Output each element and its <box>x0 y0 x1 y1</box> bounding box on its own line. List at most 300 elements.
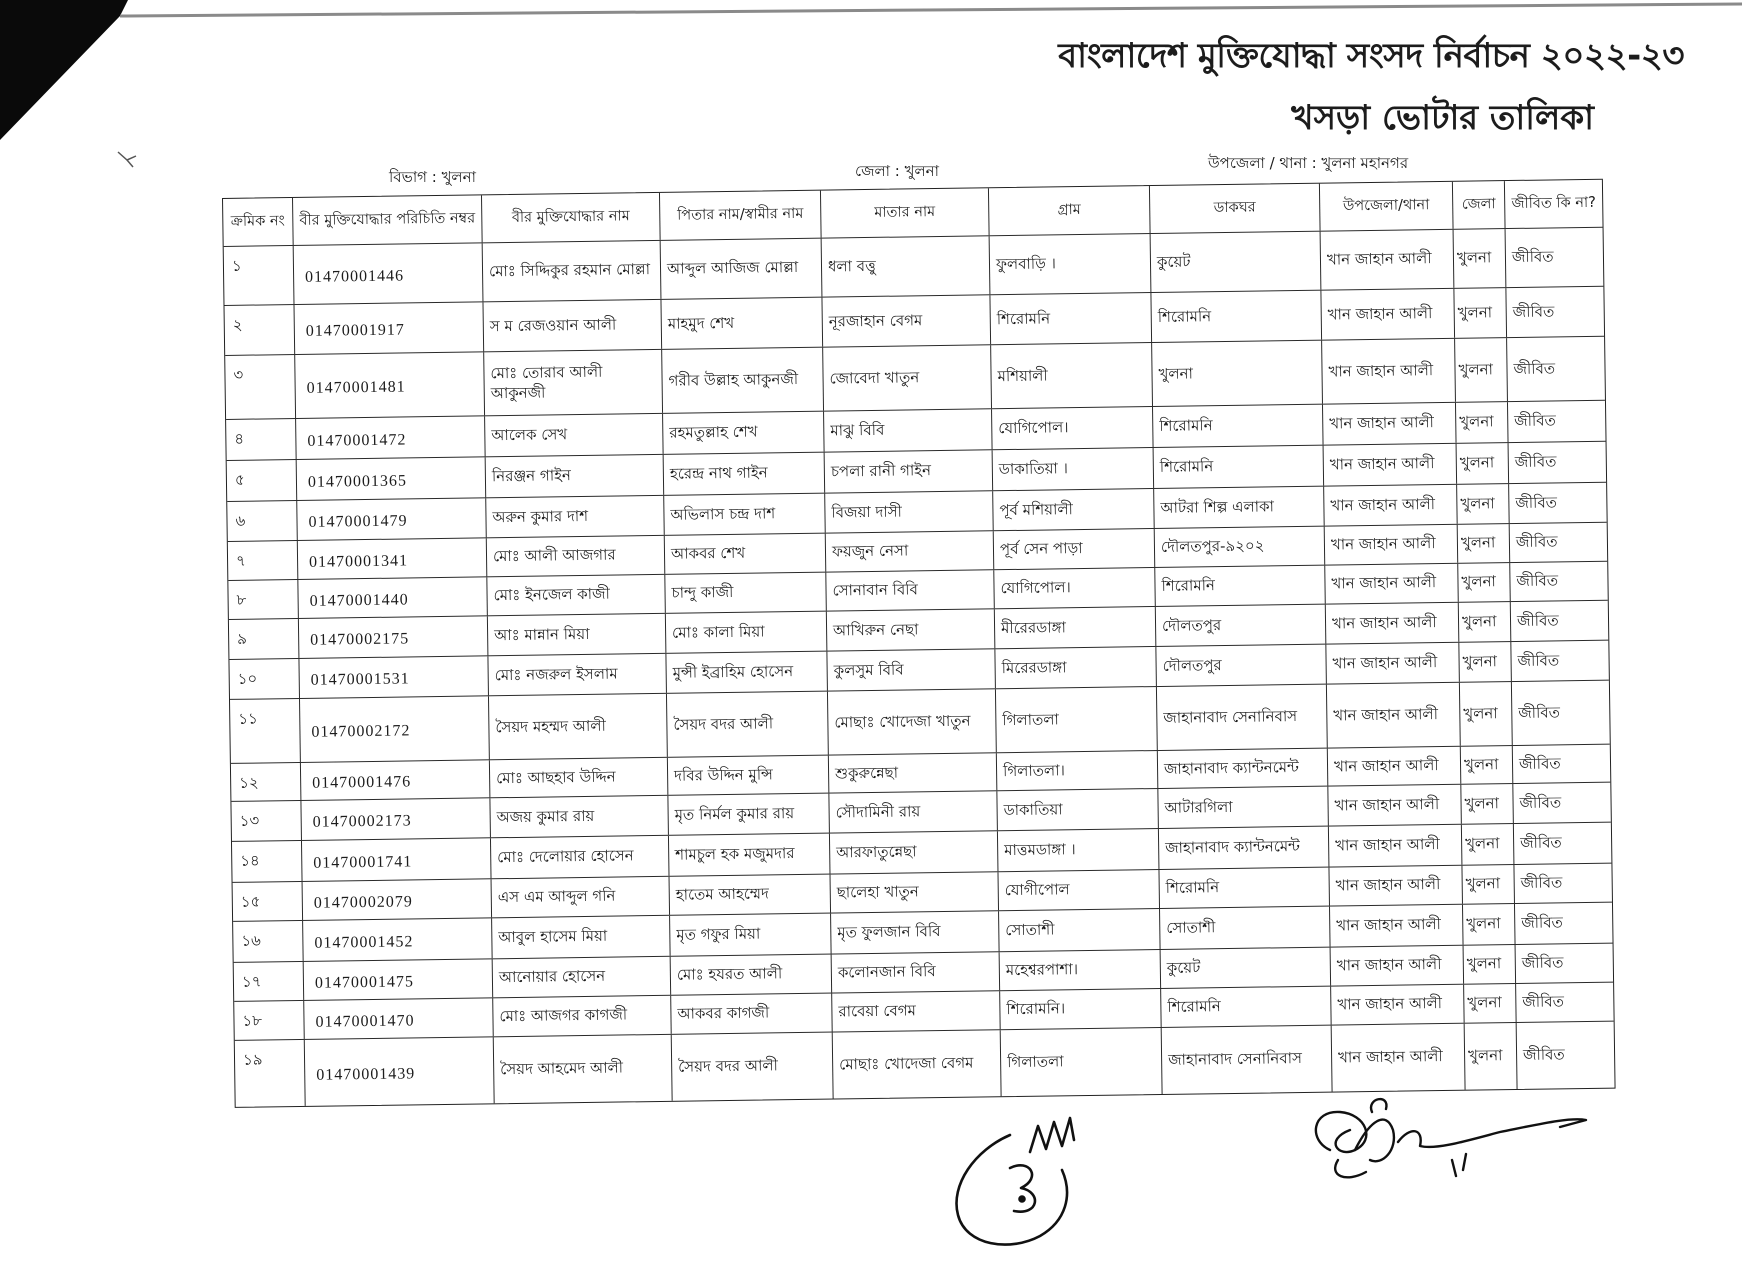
cell-mother-name-text: জোবেদা খাতুন <box>829 368 920 388</box>
cell-upazila-text: খান জাহান আলী <box>1337 994 1443 1014</box>
cell-mother-name <box>823 409 992 451</box>
cell-upazila-text: খান জাহান আলী <box>1326 249 1432 269</box>
cell-alive-status-text: জীবিত <box>1514 452 1557 472</box>
cell-mother-name-text: ফয়জুন নেসা <box>831 541 909 561</box>
cell-mother-name <box>832 1030 1001 1098</box>
cell-upazila-text: খান জাহান আলী <box>1337 1047 1443 1067</box>
cell-serial-text: ১১ <box>238 709 258 728</box>
cell-freedom-fighter-name-text: আঃ মান্নান মিয়া <box>494 624 590 644</box>
cell-upazila-text: খান জাহান আলী <box>1333 704 1439 725</box>
cell-upazila-text: খান জাহান আলী <box>1329 413 1434 433</box>
cell-alive-status <box>1513 823 1612 864</box>
cell-freedom-fighter-id-text: 01470001440 <box>309 591 409 610</box>
cell-alive-status <box>1512 783 1611 823</box>
cell-freedom-fighter-name <box>485 496 664 537</box>
cell-district <box>1460 746 1513 784</box>
cell-freedom-fighter-name <box>492 957 671 997</box>
cell-father-or-husband-name <box>667 794 829 835</box>
scan-mark <box>118 152 136 167</box>
cell-post-office-text: জাহানাবাদ সেনানিবাস <box>1168 1049 1303 1070</box>
cell-upazila-text: খান জাহান আলী <box>1336 915 1441 935</box>
cell-serial-text: ১৮ <box>242 1011 263 1030</box>
cell-father-or-husband-name-text: চান্দু কাজী <box>671 583 734 603</box>
cell-district-text: খুলনা <box>1467 993 1502 1012</box>
cell-district <box>1458 602 1511 642</box>
cell-upazila-text: খান জাহান আলী <box>1329 454 1435 474</box>
cell-freedom-fighter-name <box>485 455 664 497</box>
cell-serial-text: ৮ <box>236 590 247 609</box>
cell-father-or-husband-name <box>664 534 826 574</box>
cell-mother-name-text: সোনাবান বিবি <box>832 580 919 600</box>
cell-alive-status-text: জীবিত <box>1515 532 1558 552</box>
cell-mother-name <box>830 911 999 953</box>
cell-father-or-husband-name <box>670 955 832 995</box>
cell-freedom-fighter-name-text: মোঃ সিদ্দিকুর রহমান মোল্লা <box>488 260 651 281</box>
cell-alive-status <box>1510 641 1609 681</box>
cell-alive-status-text: জীবিত <box>1521 953 1564 973</box>
header-mother-name: মাতার নাম <box>820 188 989 237</box>
cell-district-text: খুলনা <box>1459 412 1494 431</box>
cell-freedom-fighter-id-text: 01470001341 <box>308 552 409 571</box>
cell-freedom-fighter-id <box>295 416 485 459</box>
cell-village <box>996 751 1158 790</box>
signature-left <box>957 1118 1074 1245</box>
cell-alive-status <box>1506 337 1605 401</box>
cell-freedom-fighter-name-text: মোঃ ইনজেল কাজী <box>493 584 610 605</box>
cell-mother-name <box>821 295 990 346</box>
cell-freedom-fighter-id <box>297 538 487 579</box>
cell-alive-status-text: জীবিত <box>1516 571 1559 591</box>
cell-mother-name <box>827 689 996 754</box>
cell-post-office-text: দৌলতপুর <box>1161 615 1222 635</box>
cell-post-office-text: আটরা শিল্প এলাকা <box>1160 497 1274 517</box>
cell-freedom-fighter-name <box>489 758 667 797</box>
cell-post-office <box>1155 605 1326 646</box>
cell-serial <box>229 619 299 659</box>
cell-district-text: খুলনা <box>1465 834 1500 853</box>
cell-father-or-husband-name-text: দবির উদ্দিন মুন্সি <box>673 765 773 785</box>
cell-post-office-text: দৌলতপুর <box>1162 655 1222 675</box>
cell-district-text: খুলনা <box>1465 874 1501 893</box>
cell-post-office-text: কুয়েট <box>1166 958 1201 978</box>
cell-post-office-text: শিরোমনি <box>1159 457 1214 477</box>
cell-village <box>997 870 1159 910</box>
cell-freedom-fighter-name <box>482 241 661 301</box>
cell-freedom-fighter-id-text: 01470001479 <box>308 512 408 531</box>
cell-serial-text: ৬ <box>235 511 246 530</box>
cell-village <box>993 529 1155 569</box>
cell-upazila <box>1329 905 1463 947</box>
cell-village-text: শিরোমনি <box>996 309 1051 328</box>
cell-post-office <box>1153 446 1324 488</box>
cell-father-or-husband-name-text: রহমতুল্লাহ শেখ <box>669 422 758 443</box>
cell-freedom-fighter-id <box>298 616 488 658</box>
cell-village <box>996 789 1158 830</box>
cell-mother-name-text: শুকুরুন্নেছা <box>834 763 899 783</box>
cell-freedom-fighter-name-text: মোঃ নজরুল ইসলাম <box>494 664 618 684</box>
cell-freedom-fighter-id <box>294 352 484 418</box>
cell-village <box>991 407 1153 449</box>
cell-district-text: খুলনা <box>1459 453 1495 472</box>
cell-post-office-text: শিরোমনি <box>1161 576 1216 596</box>
cell-father-or-husband-name <box>663 494 825 535</box>
cell-post-office-text: জাহানাবাদ ক্যান্টনমেন্ট <box>1165 837 1301 858</box>
header-father-or-husband-name: পিতার নাম/স্বামীর নাম <box>659 191 821 240</box>
cell-district <box>1460 784 1513 824</box>
cell-upazila <box>1320 289 1454 340</box>
cell-father-or-husband-name-text: হরেন্দ্র নাথ গাইন <box>669 463 768 484</box>
cell-post-office <box>1156 685 1327 750</box>
cell-serial <box>226 419 296 460</box>
cell-serial <box>227 460 297 501</box>
cell-village <box>989 293 1151 344</box>
cell-mother-name <box>821 236 990 296</box>
cell-freedom-fighter-name-text: মোঃ দেলোয়ার হোসেন <box>497 846 634 867</box>
cell-alive-status <box>1512 745 1611 783</box>
cell-alive-status-text: জীবিত <box>1522 992 1565 1012</box>
cell-upazila <box>1330 946 1464 986</box>
cell-post-office <box>1159 907 1330 949</box>
cell-village <box>995 687 1157 752</box>
cell-freedom-fighter-name <box>482 300 661 351</box>
cell-village-text: পূর্ব সেন পাড়া <box>999 539 1083 559</box>
cell-post-office <box>1154 527 1325 567</box>
cell-freedom-fighter-name-text: মোঃ তোরাব আলী আকুনজী <box>490 362 603 402</box>
cell-freedom-fighter-id-text: 01470001917 <box>305 321 405 340</box>
cell-freedom-fighter-id-text: 01470001476 <box>312 773 412 792</box>
cell-post-office-text: শিরোমনি <box>1159 416 1213 436</box>
cell-freedom-fighter-name <box>491 877 670 917</box>
cell-freedom-fighter-id <box>296 457 486 500</box>
cell-district-text: খুলনা <box>1458 360 1493 379</box>
cell-serial <box>235 1040 305 1107</box>
cell-upazila-text: খান জাহান আলী <box>1330 534 1436 554</box>
cell-alive-status-text: জীবিত <box>1514 411 1556 431</box>
cell-alive-status <box>1508 483 1607 523</box>
cell-post-office <box>1160 948 1331 988</box>
cell-upazila-text: খান জাহান আলী <box>1335 835 1440 855</box>
cell-village <box>992 448 1154 490</box>
cell-father-or-husband-name <box>661 348 823 413</box>
cell-district-text: খুলনা <box>1461 572 1496 591</box>
cell-village-text: গিলাতলা <box>1002 710 1059 729</box>
cell-freedom-fighter-id <box>296 498 486 540</box>
cell-father-or-husband-name-text: মুন্সী ইব্রাহিম হোসেন <box>672 661 794 682</box>
cell-post-office <box>1154 566 1325 606</box>
cell-father-or-husband-name <box>669 875 831 915</box>
cell-upazila <box>1324 525 1458 565</box>
cell-district-text: খুলনা <box>1463 703 1498 723</box>
cell-mother-name <box>828 791 997 832</box>
cell-freedom-fighter-id-text: 01470002079 <box>313 892 413 912</box>
cell-freedom-fighter-id-text: 01470002172 <box>311 722 411 741</box>
cell-father-or-husband-name <box>662 412 824 454</box>
cell-village-text: ফুলবাড়ি । <box>995 254 1057 274</box>
header-freedom-fighter-id: বীর মুক্তিযোদ্ধার পরিচিতি নম্বর <box>292 195 482 245</box>
cell-alive-status <box>1508 442 1607 483</box>
scan-edge-line <box>120 4 1742 16</box>
cell-mother-name-text: মাঝু বিবি <box>830 421 885 440</box>
cell-mother-name-text: মৃত ফুলজান বিবি <box>837 922 941 942</box>
cell-freedom-fighter-name-text: স ম রেজওয়ান আলী <box>489 315 617 336</box>
cell-father-or-husband-name-text: আকবর কাগজী <box>677 1003 770 1023</box>
cell-freedom-fighter-name-text: সৈয়দ আহমেদ আলী <box>500 1058 624 1079</box>
cell-freedom-fighter-id-text: 01470001365 <box>307 472 408 491</box>
cell-post-office <box>1150 291 1321 342</box>
cell-freedom-fighter-id <box>297 577 487 618</box>
cell-upazila <box>1323 444 1457 486</box>
cell-alive-status-text: জীবিত <box>1513 359 1556 378</box>
cell-district-text: খুলনা <box>1462 651 1498 671</box>
cell-serial <box>228 541 298 580</box>
cell-father-or-husband-name <box>660 239 822 299</box>
cell-mother-name-text: আরফাতুন্নেছা <box>836 842 917 862</box>
header-upazila: উপজেলা/থানা <box>1319 182 1453 231</box>
cell-alive-status-text: জীবিত <box>1518 703 1561 722</box>
cell-freedom-fighter-id <box>298 656 488 698</box>
cell-serial-text: ১২ <box>239 773 259 792</box>
cell-freedom-fighter-id <box>294 302 484 354</box>
cell-post-office <box>1153 487 1324 528</box>
cell-serial <box>224 246 294 305</box>
cell-village <box>994 607 1156 648</box>
cell-father-or-husband-name-text: মৃত গফুর মিয়া <box>676 924 761 944</box>
cell-father-or-husband-name <box>670 994 832 1034</box>
cell-freedom-fighter-id <box>302 918 492 961</box>
cell-upazila-text: খান জাহান আলী <box>1334 794 1440 815</box>
cell-father-or-husband-name-text: মোঃ কালা মিয়া <box>671 622 765 642</box>
document-title: বাংলাদেশ মুক্তিযোদ্ধা সংসদ নির্বাচন ২০২২-২৩ <box>1058 36 1684 76</box>
cell-freedom-fighter-name <box>491 916 670 958</box>
cell-serial <box>225 355 295 419</box>
cell-freedom-fighter-id-text: 01470001741 <box>313 853 413 872</box>
cell-post-office-text: শিরোমনি <box>1165 878 1220 898</box>
cell-village-text: মীরেরডাঙ্গা <box>1000 618 1067 637</box>
cell-serial-text: ১৫ <box>240 892 261 911</box>
cell-upazila <box>1326 683 1460 748</box>
cell-upazila-text: খান জাহান আলী <box>1332 652 1438 673</box>
cell-alive-status <box>1509 523 1608 562</box>
cell-mother-name <box>831 991 1000 1031</box>
upazila-label: উপজেলা / থানা : খুলনা মহানগর <box>1208 154 1409 172</box>
cell-freedom-fighter-id-text: 01470001472 <box>307 431 407 450</box>
cell-post-office-text: আটারগিলা <box>1164 797 1233 817</box>
cell-district-text: খুলনা <box>1460 494 1495 513</box>
cell-alive-status <box>1505 228 1604 287</box>
header-village: গ্রাম <box>988 186 1150 235</box>
cell-serial-text: ১ <box>231 256 242 275</box>
cell-district <box>1455 402 1508 443</box>
cell-district <box>1456 484 1509 524</box>
cell-father-or-husband-name <box>665 612 827 653</box>
cell-alive-status-text: জীবিত <box>1520 833 1562 853</box>
cell-freedom-fighter-id <box>302 879 492 920</box>
cell-district-text: খুলনা <box>1457 303 1493 322</box>
cell-father-or-husband-name-text: আব্দুল আজিজ মোল্লা <box>666 258 799 279</box>
header-district: জেলা <box>1452 181 1505 229</box>
cell-freedom-fighter-name <box>487 654 666 695</box>
cell-post-office-text: খুলনা <box>1158 364 1194 383</box>
cell-upazila-text: খান জাহান আলী <box>1335 875 1441 895</box>
cell-serial <box>234 962 304 1001</box>
cell-mother-name <box>826 609 995 650</box>
cell-post-office <box>1158 827 1329 869</box>
cell-father-or-husband-name-text: আকবর শেখ <box>670 543 746 564</box>
cell-freedom-fighter-id-text: 01470002175 <box>310 630 410 649</box>
cell-district <box>1459 682 1512 746</box>
cell-upazila <box>1321 339 1455 404</box>
cell-father-or-husband-name <box>671 1033 833 1101</box>
cell-serial <box>233 921 303 962</box>
cell-post-office <box>1155 645 1326 686</box>
cell-father-or-husband-name <box>665 652 827 693</box>
cell-mother-name-text: ছালেহা খাতুন <box>836 882 919 902</box>
cell-freedom-fighter-id-text: 01470001446 <box>304 267 405 286</box>
cell-father-or-husband-name-text: সৈয়দ বদর আলী <box>673 714 774 734</box>
cell-freedom-fighter-name <box>486 536 665 576</box>
cell-district <box>1461 824 1514 865</box>
cell-post-office-text: কুয়েট <box>1156 252 1191 272</box>
cell-freedom-fighter-name-text: নিরঞ্জন গাইন <box>491 466 572 486</box>
cell-alive-status-text: জীবিত <box>1515 493 1558 512</box>
cell-freedom-fighter-id-text: 01470001475 <box>314 972 415 992</box>
cell-father-or-husband-name-text: মোঃ হযরত আলী <box>676 964 783 984</box>
cell-serial-text: ৭ <box>235 551 246 570</box>
cell-freedom-fighter-name-text: মোঃ আজগর কাগজী <box>499 1005 628 1026</box>
cell-village-text: মাত্তমডাঙ্গা । <box>1004 840 1076 860</box>
cell-village <box>992 489 1154 530</box>
cell-freedom-fighter-id-text: 01470001481 <box>306 378 406 397</box>
cell-village-text: যোগীপোল <box>1004 880 1070 900</box>
cell-upazila <box>1324 564 1458 604</box>
cell-village <box>997 829 1159 871</box>
cell-upazila <box>1325 603 1459 644</box>
cell-upazila-text: খান জাহান আলী <box>1336 955 1442 975</box>
cell-freedom-fighter-name <box>483 350 662 415</box>
cell-father-or-husband-name-text: গরীব উল্লাহ আকুনজী <box>668 369 799 390</box>
cell-freedom-fighter-id-text: 01470001470 <box>315 1011 415 1031</box>
cell-post-office <box>1151 341 1322 406</box>
document-subtitle: খসড়া ভোটার তালিকা <box>1291 98 1594 138</box>
cell-village-text: ডাকাতিয়া । <box>998 459 1069 479</box>
cell-freedom-fighter-id <box>293 243 483 304</box>
cell-alive-status-text: জীবিত <box>1520 873 1563 893</box>
cell-post-office <box>1160 987 1331 1027</box>
cell-post-office-text: জাহানাবাদ সেনানিবাস <box>1163 706 1298 727</box>
cell-village-text: যোগিপোল। <box>998 418 1069 438</box>
cell-alive-status-text: জীবিত <box>1517 651 1560 670</box>
cell-alive-status <box>1505 287 1604 337</box>
cell-village-text: মিরেরডাঙ্গা <box>1001 658 1067 677</box>
cell-alive-status <box>1516 1022 1615 1089</box>
cell-upazila <box>1328 825 1462 867</box>
cell-alive-status <box>1509 562 1608 601</box>
cell-alive-status <box>1514 903 1613 944</box>
cell-district-text: খুলনা <box>1461 611 1497 631</box>
cell-father-or-husband-name-text: মাহমুদ শেখ <box>667 313 735 333</box>
cell-village-text: গিলাতলা <box>1007 1052 1064 1072</box>
cell-village-text: পূর্ব মশিয়ালী <box>999 499 1074 519</box>
cell-father-or-husband-name-text: শামচুল হক মজুমদার <box>675 844 795 864</box>
cell-serial-text: ১৭ <box>241 972 262 991</box>
cell-alive-status-text: জীবিত <box>1521 913 1563 933</box>
header-serial: ক্রমিক নং <box>230 213 285 230</box>
cell-mother-name <box>825 570 994 610</box>
cell-upazila-text: খান জাহান আলী <box>1331 612 1437 633</box>
cell-father-or-husband-name-text: অভিলাস চন্দ্র দাশ <box>670 504 776 524</box>
cell-alive-status <box>1510 601 1609 641</box>
cell-serial <box>231 763 301 801</box>
cell-serial <box>225 305 295 355</box>
cell-freedom-fighter-id <box>301 838 491 881</box>
cell-mother-name <box>831 952 1000 992</box>
cell-serial-text: ২ <box>232 315 243 334</box>
cell-serial-text: ১৪ <box>240 851 260 870</box>
cell-mother-name-text: মোছাঃ খোদেজা বেগম <box>839 1053 974 1074</box>
cell-village <box>1000 1028 1162 1096</box>
cell-freedom-fighter-name-text: অজয় কুমার রায় <box>496 806 595 826</box>
cell-freedom-fighter-name <box>489 796 668 837</box>
cell-freedom-fighter-id <box>299 696 489 762</box>
cell-serial-text: ১৩ <box>239 811 260 830</box>
cell-alive-status-text: জীবিত <box>1518 754 1561 773</box>
cell-district <box>1453 229 1506 288</box>
cell-district-text: খুলনা <box>1460 533 1496 552</box>
cell-upazila-text: খান জাহান আলী <box>1330 494 1436 515</box>
header-freedom-fighter-name: বীর মুক্তিযোদ্ধার নাম <box>481 193 660 242</box>
cell-serial-text: ৩ <box>233 365 244 384</box>
cell-serial-text: ১০ <box>237 669 258 688</box>
cell-father-or-husband-name <box>667 756 829 795</box>
cell-village <box>999 989 1161 1029</box>
cell-alive-status-text: জীবিত <box>1519 793 1562 812</box>
cell-serial <box>230 699 300 763</box>
cell-village <box>998 909 1160 951</box>
cell-village <box>989 234 1151 294</box>
cell-district <box>1462 904 1515 945</box>
cell-mother-name <box>826 649 995 690</box>
cell-freedom-fighter-id-text: 01470001452 <box>314 932 414 952</box>
cell-district <box>1461 865 1514 904</box>
cell-father-or-husband-name-text: সৈয়দ বদর আলী <box>678 1056 778 1076</box>
cell-post-office <box>1157 749 1328 788</box>
cell-upazila-text: খান জাহান আলী <box>1328 360 1434 381</box>
table-body <box>224 227 1615 1107</box>
cell-village-text: যোগিপোল। <box>1000 578 1071 598</box>
header-alive-status: জীবিত কি না? <box>1504 180 1603 228</box>
cell-serial-text: ৯ <box>237 629 248 648</box>
cell-upazila <box>1325 643 1459 684</box>
cell-serial <box>232 841 302 882</box>
cell-alive-status <box>1511 681 1610 745</box>
cell-freedom-fighter-id-text: 01470001531 <box>310 670 410 689</box>
cell-alive-status <box>1513 864 1612 903</box>
cell-mother-name-text: মোছাঃ খোদেজা খাতুন <box>834 711 971 732</box>
cell-mother-name-text: ধলা বত্তু <box>827 257 876 276</box>
cell-alive-status-text: জীবিত <box>1512 302 1555 321</box>
cell-serial-text: ৪ <box>234 429 245 448</box>
cell-village <box>999 950 1161 990</box>
cell-freedom-fighter-name <box>492 996 671 1036</box>
cell-post-office-text: সোতাশী <box>1166 918 1216 938</box>
cell-freedom-fighter-name <box>493 1035 672 1103</box>
cell-alive-status <box>1515 983 1614 1022</box>
cell-alive-status <box>1515 944 1614 983</box>
cell-district <box>1456 443 1509 484</box>
voter-list-table <box>222 179 1616 1108</box>
cell-upazila-text: খান জাহান আলী <box>1333 755 1439 776</box>
cell-alive-status-text: জীবিত <box>1511 247 1554 267</box>
